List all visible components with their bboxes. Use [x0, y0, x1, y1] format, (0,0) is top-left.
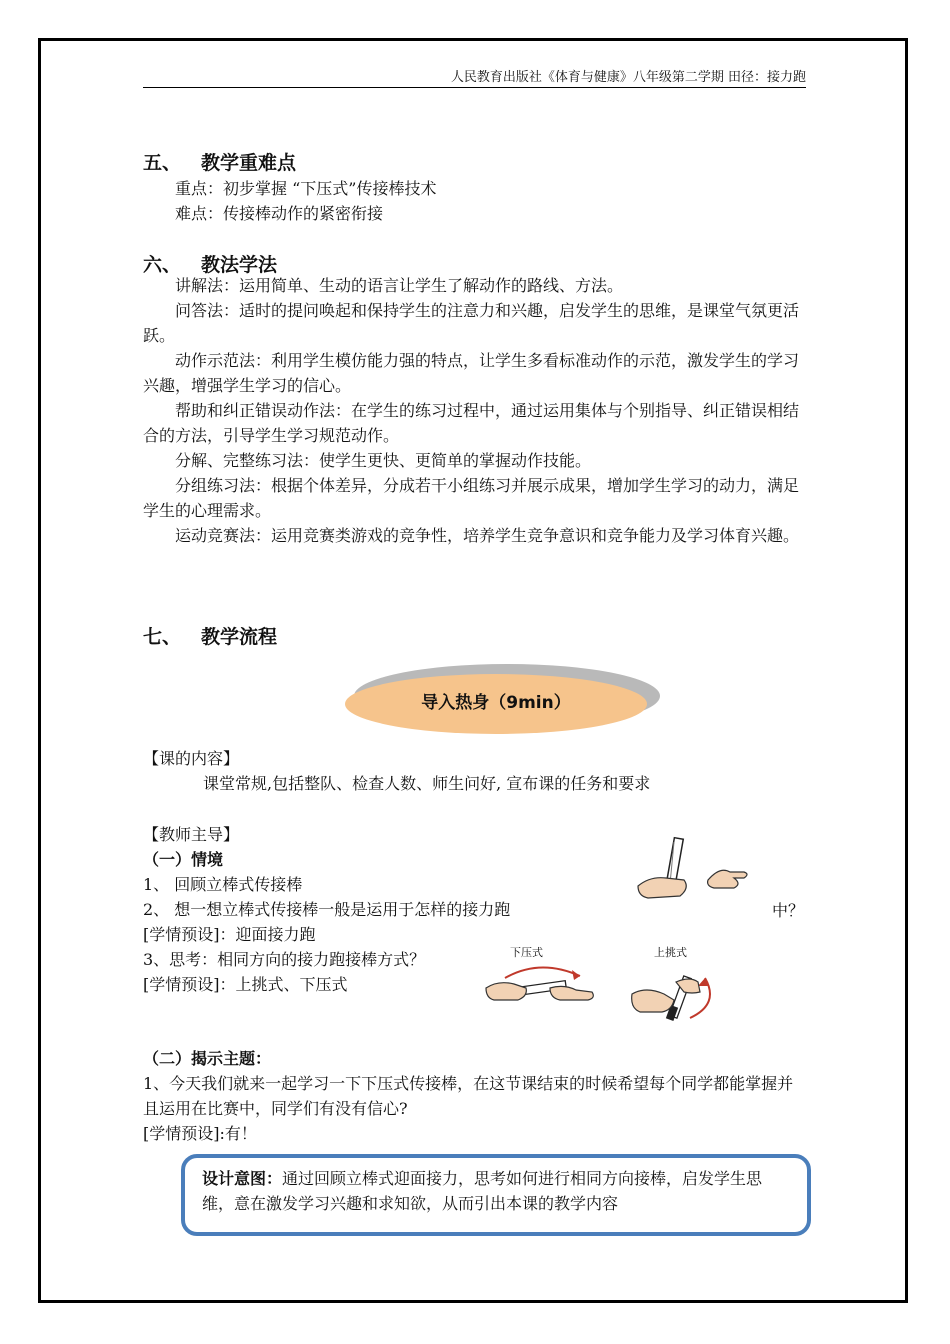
- section6-body: [143, 273, 806, 548]
- teacher-line: [学情预设]：迎面接力跑: [143, 925, 316, 944]
- design-intent-box: [181, 1154, 811, 1236]
- method-paragraph: 运动竞赛法：运用竞赛类游戏的竞争性，培养学生竞争意识和竞争能力及学习体育兴趣。: [175, 526, 800, 545]
- section5-number: 五、: [143, 152, 182, 174]
- method-paragraph: 讲解法：运用简单、生动的语言让学生了解动作的路线、方法。: [175, 276, 624, 295]
- content-text: 课堂常规,包括整队、检查人数、师生问好, 宣布课的任务和要求: [203, 774, 651, 793]
- question-tail: 中？: [772, 901, 805, 920]
- reveal-topic: [143, 1046, 806, 1146]
- key-point: 重点：初步掌握 “下压式”传接棒技术: [175, 179, 437, 198]
- section6-title: 教法学法: [201, 254, 278, 276]
- section7-heading: [143, 622, 277, 649]
- teacher-line: 1、 回顾立棒式传接棒: [143, 875, 303, 894]
- lesson-content: [143, 746, 806, 796]
- section6-number: 六、: [143, 254, 182, 276]
- method-paragraph: 帮助和纠正错误动作法：在学生的练习过程中，通过运用集体与个别指导、纠正错误相结合的方法，引导学生学习规范动作。: [143, 401, 800, 445]
- section7-number: 七、: [143, 626, 182, 648]
- handoff-illustration: [480, 958, 720, 1028]
- method-paragraph: 问答法：适时的提问唤起和保持学生的注意力和兴趣，启发学生的思维，是课堂气氛更活跃。: [143, 301, 800, 345]
- warmup-pill: 导入热身（9min）: [345, 674, 647, 734]
- reveal-text: 1、今天我们就来一起学习一下下压式传接棒，在这节课结束的时候希望每个同学都能掌握并且运用在比赛中，同学们有没有信心?: [143, 1074, 794, 1118]
- design-intent-text: 通过回顾立棒式迎面接力，思考如何进行相同方向接棒，启发学生思维，意在激发学习兴趣和求知欲，从而引出本课的教学内容: [202, 1169, 763, 1213]
- section5-heading: [143, 148, 296, 175]
- section5-title: 教学重难点: [201, 152, 297, 174]
- section5-body: [143, 176, 806, 226]
- method-paragraph: 分组练习法：根据个体差异，分成若干小组练习并展示成果，增加学生学习的动力，满足学生的心理需求。: [143, 476, 800, 520]
- method-paragraph: 分解、完整练习法：使学生更快、更简单的掌握动作技能。: [175, 451, 592, 470]
- reveal-title: （二）揭示主题：: [143, 1049, 272, 1068]
- content-label: 【课的内容】: [143, 749, 240, 768]
- pick-up-caption: 上挑式: [654, 946, 687, 959]
- section7-title: 教学流程: [201, 626, 278, 648]
- teacher-line: 2、 想一想立棒式传接棒一般是运用于怎样的接力跑: [143, 900, 511, 919]
- reveal-preset: [学情预设]:有！: [143, 1124, 257, 1143]
- press-down-caption: 下压式: [510, 946, 543, 959]
- difficult-point: 难点：传接棒动作的紧密衔接: [175, 204, 384, 223]
- method-paragraph: 动作示范法：利用学生模仿能力强的特点，让学生多看标准动作的示范，激发学生的学习兴趣，增强学生学习的信心。: [143, 351, 800, 395]
- upright-baton-illustration: [630, 836, 760, 902]
- teacher-label: 【教师主导】: [143, 825, 240, 844]
- page-header: 人民教育出版社《体育与健康》八年级第二学期 田径：接力跑: [143, 66, 806, 88]
- teacher-line: 3、思考：相同方向的接力跑接棒方式？: [143, 950, 426, 969]
- teacher-line: [学情预设]：上挑式、下压式: [143, 975, 348, 994]
- situation-title: （一）情境: [143, 850, 224, 869]
- design-intent-label: 设计意图：: [202, 1169, 283, 1188]
